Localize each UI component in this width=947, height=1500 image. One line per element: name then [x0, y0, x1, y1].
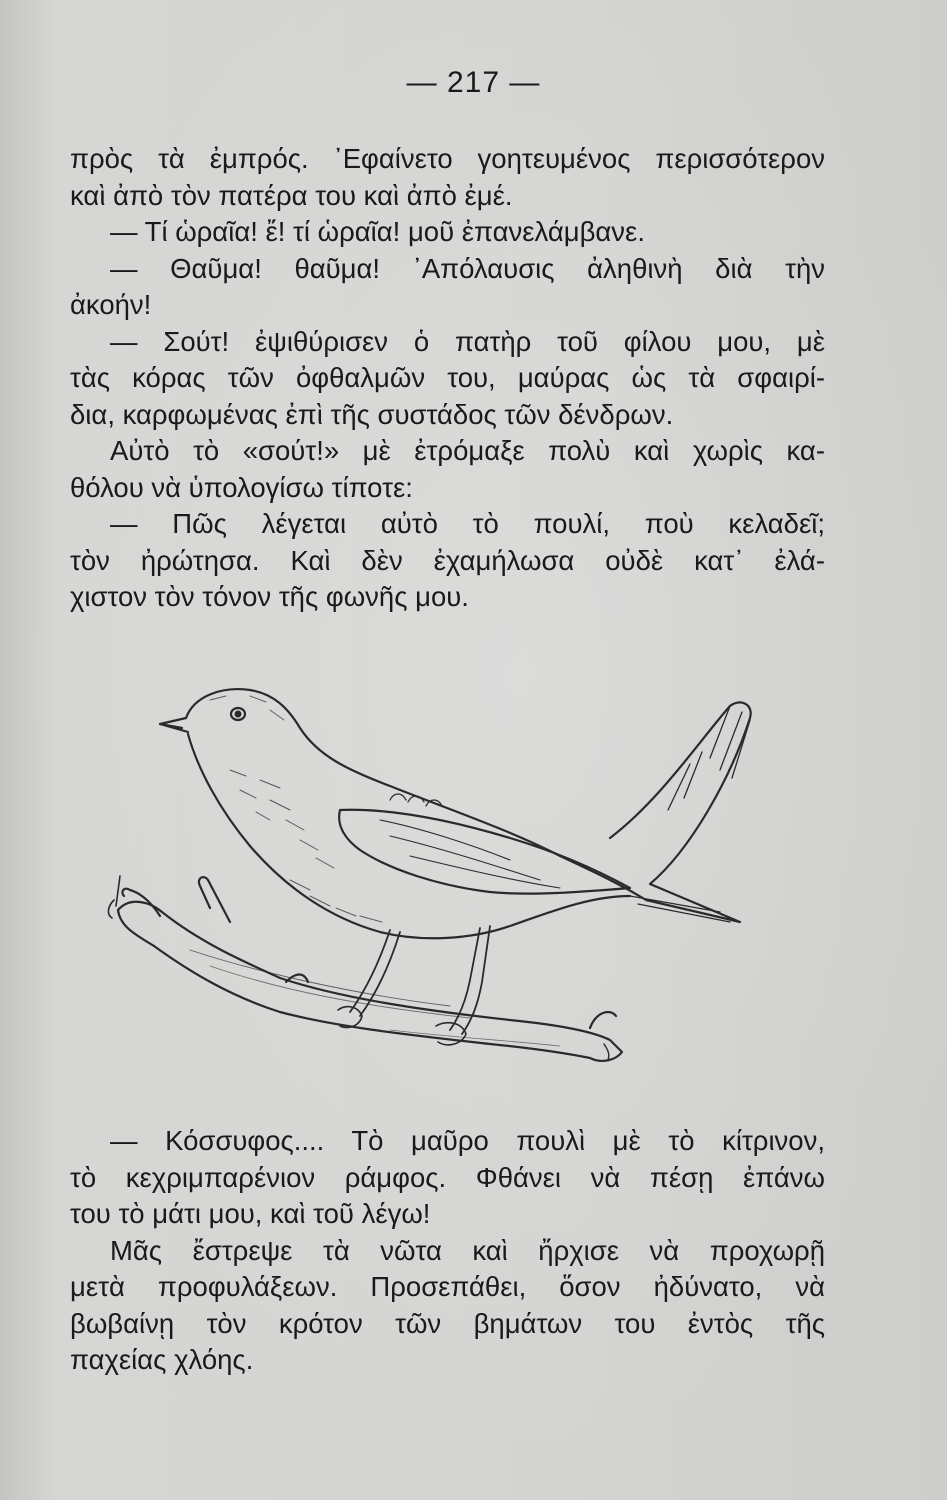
- text-line: Μᾶς ἔστρεψε τὰ νῶτα καὶ ἤρχισε νὰ προχωρῇ: [110, 1234, 825, 1266]
- text-line: βωβαίνῃ τὸν κρότον τῶν βημάτων του ἐντὸς τῆς: [70, 1307, 825, 1339]
- text-line: του τὸ μάτι μου, καὶ τοῦ λέγω!: [70, 1198, 431, 1229]
- text-block-bottom: [70, 1123, 825, 1379]
- text-line: τὰς κόρας τῶν ὀφθαλμῶν του, μαύρας ὡς τὰ σφαιρί-: [70, 362, 825, 393]
- text-block-top: [70, 141, 825, 616]
- branch-drawing: [108, 876, 622, 1061]
- bird-illustration: [90, 660, 830, 1100]
- text-line: τὸν ἠρώτησα. Καὶ δὲν ἐχαμήλωσα οὐδὲ κατ᾿ ἐλά-: [70, 544, 825, 576]
- text-line: πρὸς τὰ ἐμπρός. ᾿Εφαίνετο γοητευμένος περισσότερον: [70, 143, 825, 174]
- text-line: καὶ ἀπὸ τὸν πατέρα του καὶ ἀπὸ ἐμέ.: [70, 179, 513, 211]
- text-line: παχείας χλόης.: [70, 1344, 254, 1375]
- text-line: Αὐτὸ τὸ «σούτ!» μὲ ἐτρόμαξε πολὺ καὶ χωρὶς κα-: [110, 435, 825, 466]
- text-line: ἀκοήν!: [70, 289, 152, 320]
- text-line: θόλου νὰ ὑπολογίσω τίποτε:: [70, 471, 413, 503]
- page-number: — 217 —: [406, 66, 541, 99]
- bird-drawing: [160, 689, 751, 1045]
- text-line: — Τί ὡραῖα! ἔ! τί ὡραῖα! μοῦ ἐπανελάμβανε.: [110, 216, 645, 247]
- text-line: τὸ κεχριμπαρένιον ράμφος. Φθάνει νὰ πέσῃ ἐπάνω: [70, 1161, 825, 1193]
- text-line: χιστον τὸν τόνον τῆς φωνῆς μου.: [70, 581, 469, 612]
- text-line: — Πῶς λέγεται αὐτὸ τὸ πουλί, ποὺ κελαδεῖ;: [110, 508, 825, 539]
- text-line: δια, καρφωμένας ἐπὶ τῆς συστάδος τῶν δένδρων.: [70, 398, 674, 430]
- text-line: — Κόσσυφος.... Τὸ μαῦρο πουλὶ μὲ τὸ κίτρινον,: [110, 1125, 825, 1156]
- text-line: μετὰ προφυλάξεων. Προσεπάθει, ὅσον ἠδύνατο, νὰ: [70, 1271, 825, 1302]
- text-line: — Θαῦμα! θαῦμα! ᾿Απόλαυσις ἀληθινὴ διὰ τὴν: [110, 252, 825, 284]
- text-line: — Σούτ! ἐψιθύρισεν ὁ πατὴρ τοῦ φίλου μου, μὲ: [110, 325, 825, 357]
